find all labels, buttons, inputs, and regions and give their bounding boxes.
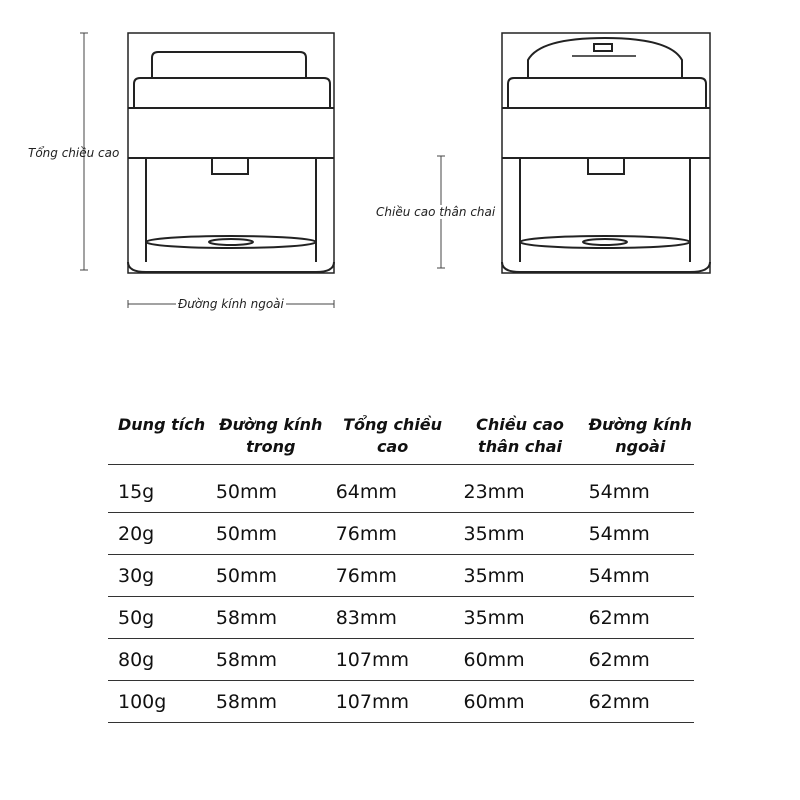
cell-capacity: 15g [108, 465, 210, 513]
cell-body-height: 23mm [451, 465, 578, 513]
header-body-height: Chiều cao thân chai [451, 410, 578, 465]
spec-table [108, 410, 694, 723]
cell-inner-diameter: 58mm [210, 639, 328, 681]
body-height-label: Chiều cao thân chai [376, 205, 496, 219]
table-row [108, 513, 694, 555]
cell-total-height: 64mm [328, 465, 452, 513]
header-total-height: Tổng chiều cao [328, 410, 452, 465]
cell-inner-diameter: 50mm [210, 513, 328, 555]
bottle-diagram [0, 0, 800, 330]
cell-inner-diameter: 50mm [210, 555, 328, 597]
cell-outer-diameter: 62mm [579, 597, 694, 639]
cell-total-height: 76mm [328, 555, 452, 597]
cell-outer-diameter: 54mm [579, 513, 694, 555]
cell-total-height: 76mm [328, 513, 452, 555]
cell-body-height: 35mm [451, 597, 578, 639]
table-row [108, 597, 694, 639]
outer-diameter-label: Đường kính ngoài [178, 297, 284, 311]
cell-body-height: 60mm [451, 639, 578, 681]
header-inner-diameter: Đường kính trong [210, 410, 328, 465]
cell-body-height: 35mm [451, 555, 578, 597]
table-row [108, 555, 694, 597]
cell-inner-diameter: 58mm [210, 597, 328, 639]
table-row [108, 681, 694, 723]
table-row [108, 639, 694, 681]
cell-outer-diameter: 54mm [579, 555, 694, 597]
cell-total-height: 83mm [328, 597, 452, 639]
total-height-label: Tổng chiều cao [28, 146, 120, 160]
cell-total-height: 107mm [328, 681, 452, 723]
left-jar-drawing [128, 33, 334, 273]
cell-body-height: 60mm [451, 681, 578, 723]
right-jar-drawing [502, 33, 710, 273]
cell-capacity: 80g [108, 639, 210, 681]
cell-body-height: 35mm [451, 513, 578, 555]
header-capacity: Dung tích [108, 410, 210, 465]
cell-outer-diameter: 62mm [579, 639, 694, 681]
cell-capacity: 20g [108, 513, 210, 555]
cell-capacity: 100g [108, 681, 210, 723]
cell-inner-diameter: 50mm [210, 465, 328, 513]
cell-total-height: 107mm [328, 639, 452, 681]
table-header-row [108, 410, 694, 465]
cell-inner-diameter: 58mm [210, 681, 328, 723]
table-row [108, 465, 694, 513]
header-outer-diameter: Đường kính ngoài [579, 410, 694, 465]
cell-capacity: 30g [108, 555, 210, 597]
cell-outer-diameter: 54mm [579, 465, 694, 513]
cell-capacity: 50g [108, 597, 210, 639]
cell-outer-diameter: 62mm [579, 681, 694, 723]
